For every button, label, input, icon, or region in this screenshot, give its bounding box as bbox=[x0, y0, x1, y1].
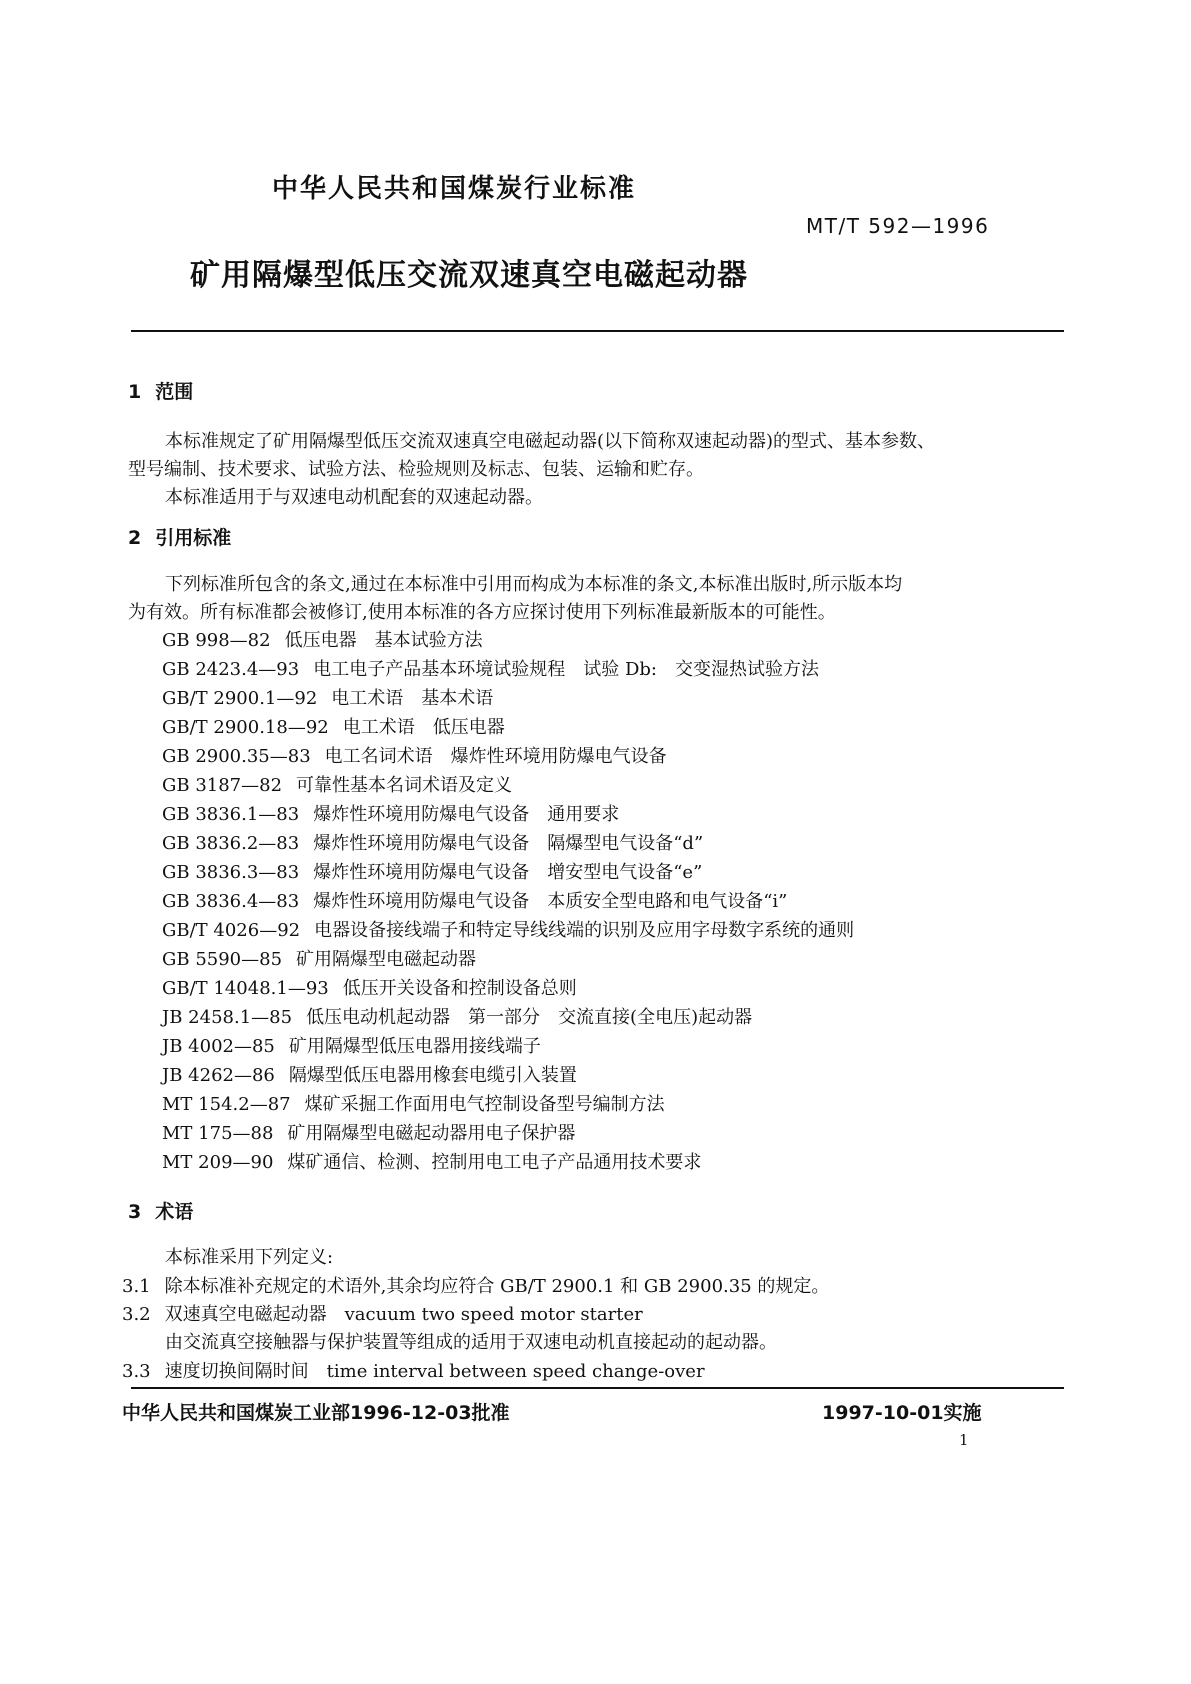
s1-para1-line2: 型号编制、技术要求、试验方法、检验规则及标志、包装、运输和贮存。 bbox=[128, 459, 704, 480]
reference-item bbox=[162, 771, 512, 797]
section-title: 范围 bbox=[155, 381, 194, 403]
section-number: 2 bbox=[128, 527, 142, 549]
term-item bbox=[122, 1357, 705, 1383]
reference-item bbox=[162, 858, 702, 884]
reference-title: 煤矿通信、检测、控制用电工电子产品通用技术要求 bbox=[287, 1152, 702, 1173]
reference-title: 可靠性基本名词术语及定义 bbox=[296, 775, 513, 796]
section-3-heading bbox=[128, 1197, 193, 1224]
effective-date: 1997-10-01实施 bbox=[822, 1402, 982, 1424]
reference-item bbox=[162, 1090, 665, 1116]
reference-item bbox=[162, 1148, 701, 1174]
reference-title: 矿用隔爆型低压电器用接线端子 bbox=[288, 1036, 541, 1057]
reference-code: GB/T 14048.1—93 bbox=[162, 978, 329, 999]
reference-code: MT 154.2—87 bbox=[162, 1094, 291, 1115]
reference-code: GB 3836.2—83 bbox=[162, 833, 300, 854]
reference-item bbox=[162, 684, 493, 710]
reference-code: GB 2423.4—93 bbox=[162, 659, 300, 680]
section-title: 引用标准 bbox=[155, 527, 232, 549]
section-title: 术语 bbox=[155, 1201, 194, 1223]
reference-code: GB 3836.4—83 bbox=[162, 891, 300, 912]
reference-title: 爆炸性环境用防爆电气设备 通用要求 bbox=[313, 804, 620, 825]
reference-title: 电器设备接线端子和特定导线线端的识别及应用字母数字系统的通则 bbox=[314, 920, 855, 941]
term-text: 双速真空电磁起动器 vacuum two speed motor starter bbox=[164, 1304, 643, 1325]
reference-item bbox=[162, 1119, 575, 1145]
term-text: 速度切换间隔时间 time interval between speed change-over bbox=[164, 1361, 705, 1382]
reference-code: MT 175—88 bbox=[162, 1123, 274, 1144]
s2-para-line1: 下列标准所包含的条文,通过在本标准中引用而构成为本标准的条文,本标准出版时,所示版本均 bbox=[165, 574, 903, 595]
reference-title: 电工术语 基本术语 bbox=[331, 688, 494, 709]
reference-title: 低压开关设备和控制设备总则 bbox=[342, 978, 577, 999]
reference-title: 隔爆型低压电器用橡套电缆引入装置 bbox=[288, 1065, 577, 1086]
reference-code: JB 2458.1—85 bbox=[162, 1007, 293, 1028]
reference-item bbox=[162, 655, 819, 681]
s1-para2: 本标准适用于与双速电动机配套的双速起动器。 bbox=[165, 487, 543, 508]
reference-item bbox=[162, 974, 577, 1000]
term-number: 3.1 bbox=[122, 1276, 151, 1297]
section-number: 3 bbox=[128, 1201, 142, 1223]
s1-para1-line1: 本标准规定了矿用隔爆型低压交流双速真空电磁起动器(以下简称双速起动器)的型式、基本参数、 bbox=[165, 431, 936, 452]
page-number: 1 bbox=[959, 1431, 969, 1449]
reference-title: 爆炸性环境用防爆电气设备 增安型电气设备“e” bbox=[313, 862, 703, 883]
reference-item bbox=[162, 742, 667, 768]
section-2-heading bbox=[128, 523, 231, 550]
term-definition: 由交流真空接触器与保护装置等组成的适用于双速电动机直接起动的起动器。 bbox=[165, 1332, 777, 1353]
reference-title: 矿用隔爆型电磁起动器 bbox=[296, 949, 477, 970]
header-rule bbox=[131, 330, 1064, 332]
term-item bbox=[122, 1272, 829, 1298]
reference-item bbox=[162, 945, 476, 971]
org-title: 中华人民共和国煤炭行业标准 bbox=[272, 174, 637, 204]
reference-item bbox=[162, 887, 787, 913]
approval-line: 中华人民共和国煤炭工业部1996-12-03批准 bbox=[122, 1402, 510, 1424]
reference-code: JB 4262—86 bbox=[162, 1065, 275, 1086]
term-text: 除本标准补充规定的术语外,其余均应符合 GB/T 2900.1 和 GB 2900.35 的规定。 bbox=[164, 1276, 830, 1297]
term-number: 3.3 bbox=[122, 1361, 151, 1382]
reference-title: 低压电器 基本试验方法 bbox=[284, 630, 483, 651]
s3-intro: 本标准采用下列定义: bbox=[165, 1247, 334, 1268]
reference-item bbox=[162, 916, 854, 942]
footer-rule bbox=[131, 1387, 1064, 1389]
reference-code: GB 2900.35—83 bbox=[162, 746, 311, 767]
reference-item bbox=[162, 626, 483, 652]
reference-item bbox=[162, 1003, 752, 1029]
reference-item bbox=[162, 713, 505, 739]
reference-code: GB 3836.1—83 bbox=[162, 804, 300, 825]
reference-item bbox=[162, 1061, 577, 1087]
reference-item bbox=[162, 829, 703, 855]
reference-code: GB 998—82 bbox=[162, 630, 271, 651]
reference-item bbox=[162, 800, 619, 826]
section-number: 1 bbox=[128, 381, 142, 403]
document-title: 矿用隔爆型低压交流双速真空电磁起动器 bbox=[190, 258, 748, 293]
reference-code: GB 5590—85 bbox=[162, 949, 283, 970]
reference-title: 煤矿采掘工作面用电气控制设备型号编制方法 bbox=[304, 1094, 665, 1115]
term-item bbox=[122, 1300, 643, 1326]
reference-title: 爆炸性环境用防爆电气设备 本质安全型电路和电气设备“i” bbox=[313, 891, 788, 912]
reference-code: GB 3836.3—83 bbox=[162, 862, 300, 883]
reference-title: 爆炸性环境用防爆电气设备 隔爆型电气设备“d” bbox=[313, 833, 704, 854]
reference-item bbox=[162, 1032, 541, 1058]
reference-code: GB/T 4026—92 bbox=[162, 920, 301, 941]
reference-title: 低压电动机起动器 第一部分 交流直接(全电压)起动器 bbox=[306, 1007, 753, 1028]
reference-code: GB/T 2900.18—92 bbox=[162, 717, 329, 738]
s2-para-line2: 为有效。所有标准都会被修订,使用本标准的各方应探讨使用下列标准最新版本的可能性。 bbox=[128, 602, 836, 623]
reference-code: GB/T 2900.1—92 bbox=[162, 688, 318, 709]
reference-title: 矿用隔爆型电磁起动器用电子保护器 bbox=[287, 1123, 576, 1144]
reference-title: 电工术语 低压电器 bbox=[342, 717, 505, 738]
reference-title: 电工电子产品基本环境试验规程 试验 Db: 交变湿热试验方法 bbox=[313, 659, 819, 680]
reference-title: 电工名词术语 爆炸性环境用防爆电气设备 bbox=[324, 746, 667, 767]
reference-code: MT 209—90 bbox=[162, 1152, 274, 1173]
reference-code: GB 3187—82 bbox=[162, 775, 283, 796]
standard-number: MT/T 592—1996 bbox=[806, 214, 990, 238]
section-1-heading bbox=[128, 377, 193, 404]
term-number: 3.2 bbox=[122, 1304, 151, 1325]
reference-code: JB 4002—85 bbox=[162, 1036, 275, 1057]
